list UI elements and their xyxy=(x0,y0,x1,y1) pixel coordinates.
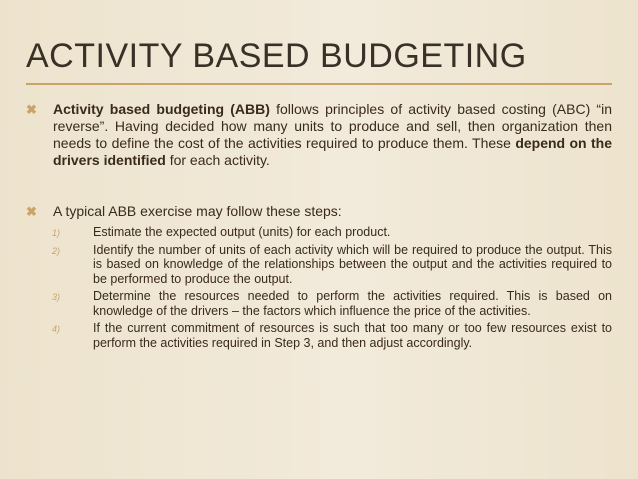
title-divider xyxy=(26,83,612,85)
step-number: 2) xyxy=(52,245,61,256)
bullet-text-run: A typical ABB exercise may follow these steps: xyxy=(53,203,342,219)
bullet-text-run: follows principles of activity based costing (ABC) “in reverse”. Having decided how many units to produce and sell, then organization then needs to define the cost of the activities required to produce them. These xyxy=(53,101,612,151)
bullet-text-bold: depend on the drivers identified xyxy=(53,135,612,168)
step-item xyxy=(52,225,612,240)
bullet-item xyxy=(26,203,612,220)
step-item xyxy=(52,289,612,318)
step-item xyxy=(52,321,612,350)
step-text: Identify the number of units of each activity which will be required to produce the output. This is based on knowledge of the relationships between the output and the activities required to be performed to produce the output. xyxy=(93,242,612,286)
step-text: Determine the resources needed to perform the activities required. This is based on knowledge of the drivers – the factors which influence the price of the activities. xyxy=(93,289,612,318)
bullet-item xyxy=(26,101,612,169)
step-text: If the current commitment of resources is such that too many or too few resources exist to perform the activities required in Step 3, and then adjust accordingly. xyxy=(93,321,612,350)
step-text: Estimate the expected output (units) for each product. xyxy=(93,225,391,239)
x-bullet-icon: ✖ xyxy=(26,204,37,219)
bullet-text xyxy=(53,203,612,220)
slide-title: ACTIVITY BASED BUDGETING xyxy=(26,37,527,75)
step-item xyxy=(52,243,612,287)
bullet-text-run: for each activity. xyxy=(165,152,270,168)
step-number: 3) xyxy=(52,292,61,302)
step-number: 4) xyxy=(52,324,61,334)
x-bullet-icon: ✖ xyxy=(26,102,37,117)
steps-list xyxy=(52,225,612,353)
bullet-text xyxy=(53,101,612,169)
step-number: 1) xyxy=(52,228,61,238)
bullet-text-bold: Activity based budgeting (ABB) xyxy=(53,101,270,117)
